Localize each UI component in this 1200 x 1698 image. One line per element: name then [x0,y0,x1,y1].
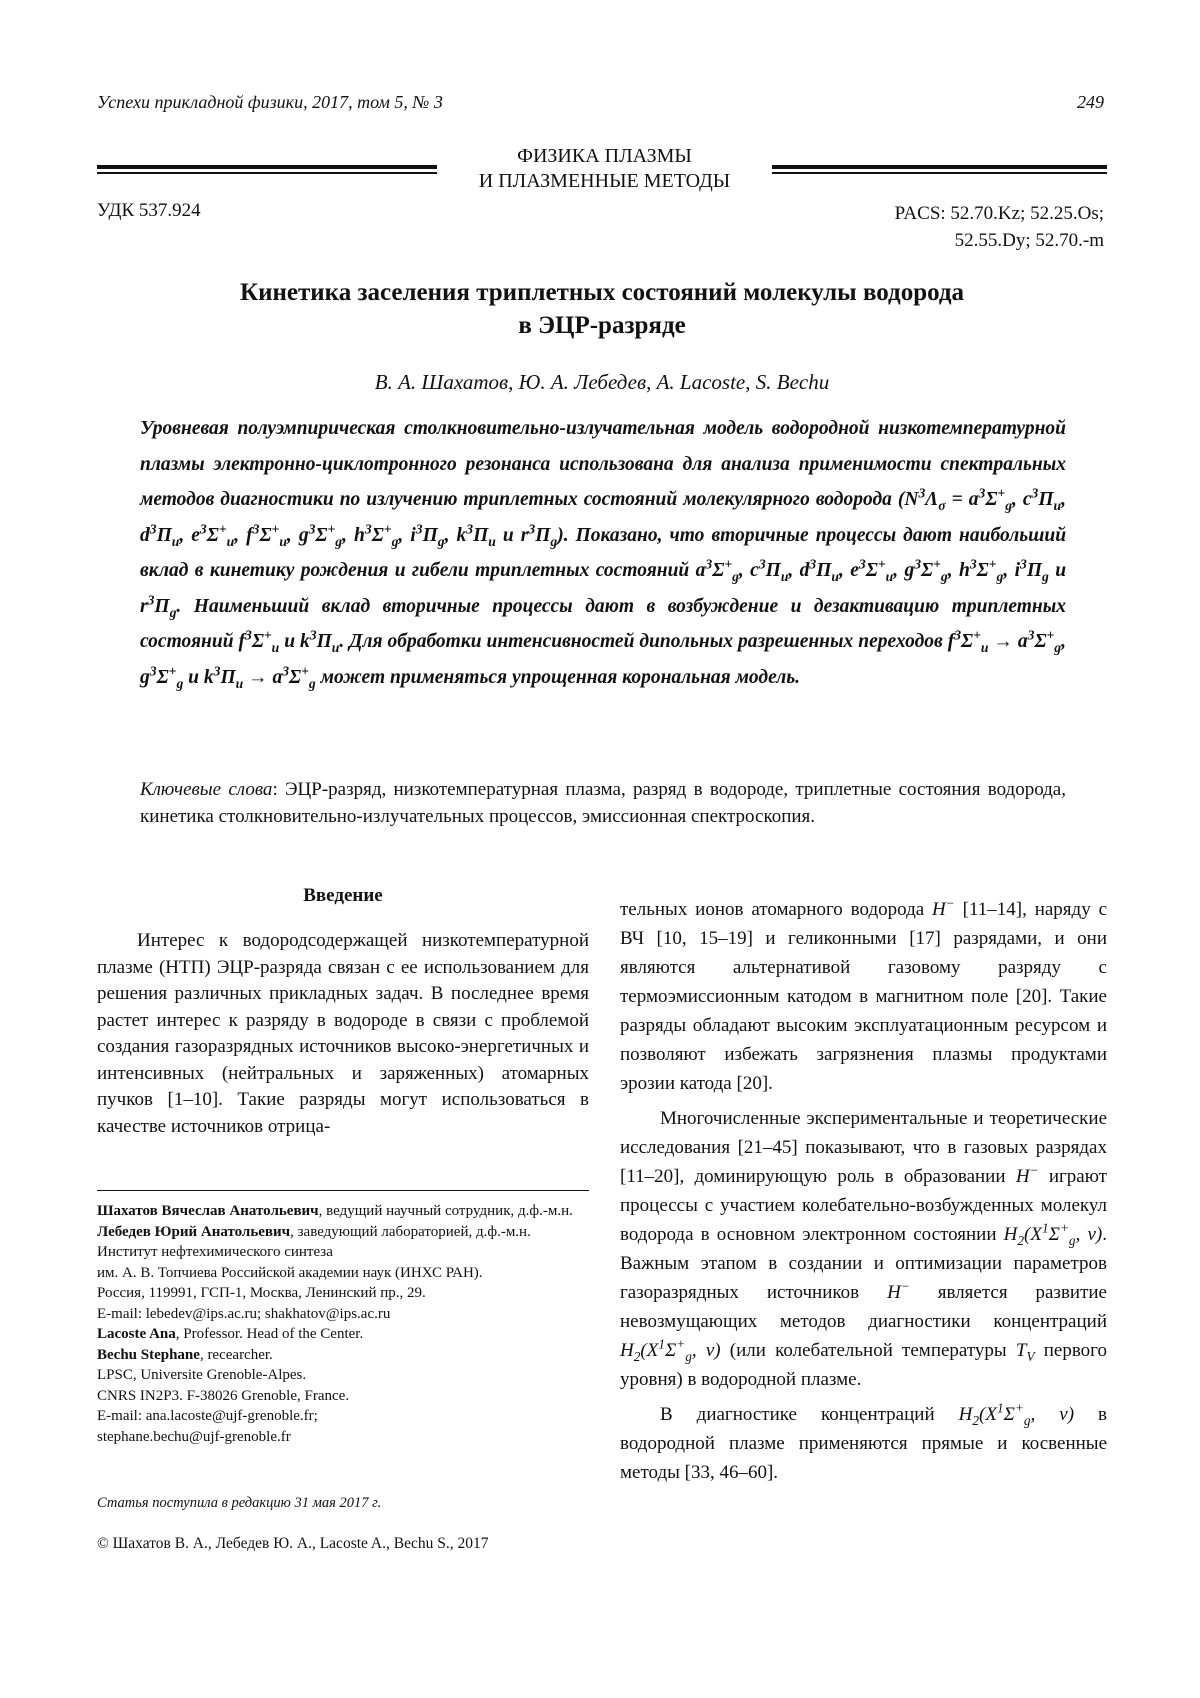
received-date: Статья поступила в редакцию 31 мая 2017 г. [97,1495,382,1511]
abstract-text-5: может применяться упрощенная корональная модель. [315,666,801,688]
author-1-name: Шахатов Вячеслав Анатольевич [97,1203,319,1219]
abstract-text-2: ). Показано, что вторичные процессы дают наибольший вклад в кинетику рождения и гибели триплетных состояний [140,524,1067,581]
formula-h-minus: H− [932,895,955,920]
section-heading-introduction: Введение [303,885,383,906]
section-title-line1: ФИЗИКА ПЛАЗМЫ [517,145,692,167]
author-4 [97,1345,589,1366]
abstract-text-1: Уровневая полуэмпирическая столкновительно-излучательная модель водородной низкотемпературной плазмы электронно-циклотронного резонанса использована для анализа применимости спектральных методов диагностики по излучению триплетных состояний молекулярного водорода ( [140,418,1066,510]
title-line1: Кинетика заселения триплетных состояний молекулы водорода [239,279,965,306]
institution-line-3: Россия, 119991, ГСП-1, Москва, Ленинский пр., 29. [97,1285,426,1301]
right-paragraph-2-text-e: (или колебательной температуры [720,1340,1016,1361]
institution-line-2: им. А. В. Топчиева Российской академии наук (ИНХС РАН). [97,1264,483,1281]
and-word: и [284,631,296,652]
author-2-name: Лебедев Юрий Анатольевич [97,1223,291,1240]
keywords [140,776,1066,830]
right-paragraph-3-text-a: В диагностике концентраций [660,1404,959,1425]
pacs-line2: 52.55.Dy; 52.70.-m [954,230,1104,251]
formula-h2-ground: $H_2(X^1\Sigma^+_g$, v) [958,1400,1075,1428]
right-paragraph-3 [620,1400,1107,1487]
running-header-journal: Успехи прикладной физики, 2017, том 5, № 3 [97,92,443,112]
left-column [97,885,589,1140]
author-3-name: Lacoste Ana [97,1326,176,1342]
formula-secondary-states: $a^3\Sigma^+_g$, $c^3\Pi_u$, $d^3\Pi_u$, $e^3\Sigma^+_u$, $g^3\Sigma^+_g$, $h^3\Sigma^+_g$, $i^3\Pi_g$ и $r^3\Pi_g$ [140,556,1067,620]
formula-h2-ground: $H_2(X^1\Sigma^+_g$, v) [1003,1220,1103,1248]
article-title [97,276,1107,342]
right-paragraph-2 [620,1104,1107,1394]
udk-code: УДК 537.924 [97,200,201,221]
and-word: и [188,666,199,688]
right-paragraph-2-text-a: Многочисленные экспериментальные и теоретические исследования [21–45] показывают, что в газовых разрядах [11–20], доминирующую роль в образовании [620,1108,1107,1187]
email-line-1: E-mail: lebedev@ips.ac.ru; shakhatov@ips.ac.ru [97,1305,391,1322]
formula-h-minus: H− [887,1278,910,1303]
right-paragraph-1 [620,895,1107,1098]
institution-line-5: CNRS IN2P3. F-38026 Grenoble, France. [97,1387,350,1404]
and-word: и [1055,560,1067,581]
author-3 [97,1324,589,1345]
author-1 [97,1201,589,1222]
institution-line-1: Институт нефтехимического синтеза [97,1244,333,1260]
author-3-role: , Professor. Head of the Center. [175,1326,364,1342]
formula-h-minus: H− [1015,1162,1039,1187]
title-line2: в ЭЦР-разряде [518,312,686,339]
abstract [140,411,1066,695]
section-title [437,144,772,194]
right-paragraph-2-text-b: играют процессы с участием колебательно-возбужденных молекул водорода в основном электронном состоянии [620,1166,1107,1245]
formula-transitions: $f^3\Sigma^+_u \to a^3\Sigma^+_g$, $g^3\Sigma^+_g$ и $k^3\Pi_u \to a^3\Sigma^+_g$ [140,627,1066,691]
institution-line-4: LPSC, Universite Grenoble-Alpes. [97,1367,307,1383]
footnote-divider [97,1190,589,1191]
right-paragraph-3-text-b: в водородной плазме применяются прямые и косвенные методы [33, 46–60]. [620,1404,1107,1483]
right-paragraph-1-text-b: [11–14], наряду с ВЧ [10, 15–19] и геликонными [17] разрядами, и они являются альтернативой газовому разряду с термоэмиссионным катодом в магнитном поле [20]. Такие разряды обладают высоким эксплуатационным ресурсом и позволяют избежать загрязнения плазмы продуктами эрозии катода [20]. [620,899,1107,1094]
formula-f-k-states: $f^3\Sigma^+_u$ и $k^3\Pi_u$ [238,627,340,655]
pacs-codes [895,200,1104,254]
email-line-3: stephane.bechu@ujf-grenoble.fr [97,1428,291,1445]
pacs-line1: PACS: 52.70.Kz; 52.25.Os; [894,203,1104,224]
author-4-role: , recearcher. [199,1346,273,1363]
author-affiliations [97,1201,589,1447]
abstract-text-4: . Для обработки интенсивностей дипольных разрешенных переходов [339,631,948,652]
section-band [97,144,1107,194]
author-2 [97,1222,589,1243]
right-paragraph-1-text-a: тельных ионов атомарного водорода [620,899,933,920]
right-paragraph-2-text-d: является развитие невозмущающих методов диагностики концентраций [620,1282,1107,1332]
section-rule-left [97,165,437,174]
formula-h2-ground: $H_2(X^1\Sigma^+_g$, v) [620,1336,721,1364]
author-4-name: Bechu Stephane [97,1346,200,1363]
right-paragraph-2-text-f: первого уровня) в водородной плазме. [620,1340,1108,1390]
section-title-line2: И ПЛАЗМЕННЫЕ МЕТОДЫ [478,170,731,192]
right-column [620,895,1107,1493]
formula-triplet-list: $N^3\Lambda_\sigma = a^3\Sigma^+_g$, $c^3\Pi_u$, $d^3\Pi_u$, $e^3\Sigma^+_u$, $f^3\Sigma^+_u$, $g^3\Sigma^+_g$, $h^3\Sigma^+_g$, $i^3\Pi_g$, $k^3\Pi_u$ и $r^3\Pi_g$ [140,485,1066,549]
section-rule-right [772,165,1107,174]
and-word: и [502,524,514,546]
right-paragraph-2-text-c: . Важным этапом в создании и оптимизации параметров газоразрядных источников [620,1224,1107,1303]
abstract-text-3: . Наименьший вклад вторичные процессы дают в возбуждение и дезактивацию триплетных состояний [140,595,1066,652]
formula-tv: $T_V$ [1015,1340,1035,1364]
page-number: 249 [1077,92,1104,112]
author-list: В. А. Шахатов, Ю. А. Лебедев, A. Lacoste, S. Bechu [374,370,830,394]
author-1-role: , ведущий научный сотрудник, д.ф.-м.н. [318,1203,573,1219]
intro-paragraph-1: Интерес к водородсодержащей низкотемпературной плазме (НТП) ЭЦР-разряда связан с ее использованием для решения различных прикладных задач. В последнее время растет интерес к разряду в водороде в связи с проблемой создания газоразрядных источников высоко-энергетичных и интенсивных (нейтральных и заряженных) атомарных пучков [1–10]. Такие разряды могут использоваться в качестве источников отрица- [97,930,589,1137]
keywords-text: : ЭЦР-разряд, низкотемпературная плазма, разряд в водороде, триплетные состояния водорода, кинетика столкновительно-излучательных процессов, эмиссионная спектроскопия. [140,779,1066,827]
email-line-2: E-mail: ana.lacoste@ujf-grenoble.fr; [97,1408,318,1424]
copyright-line: © Шахатов В. А., Лебедев Ю. А., Lacoste A., Bechu S., 2017 [97,1535,489,1552]
author-2-role: , заведующий лабораторией, д.ф.-м.н. [290,1223,531,1240]
keywords-label: Ключевые слова [140,779,273,800]
